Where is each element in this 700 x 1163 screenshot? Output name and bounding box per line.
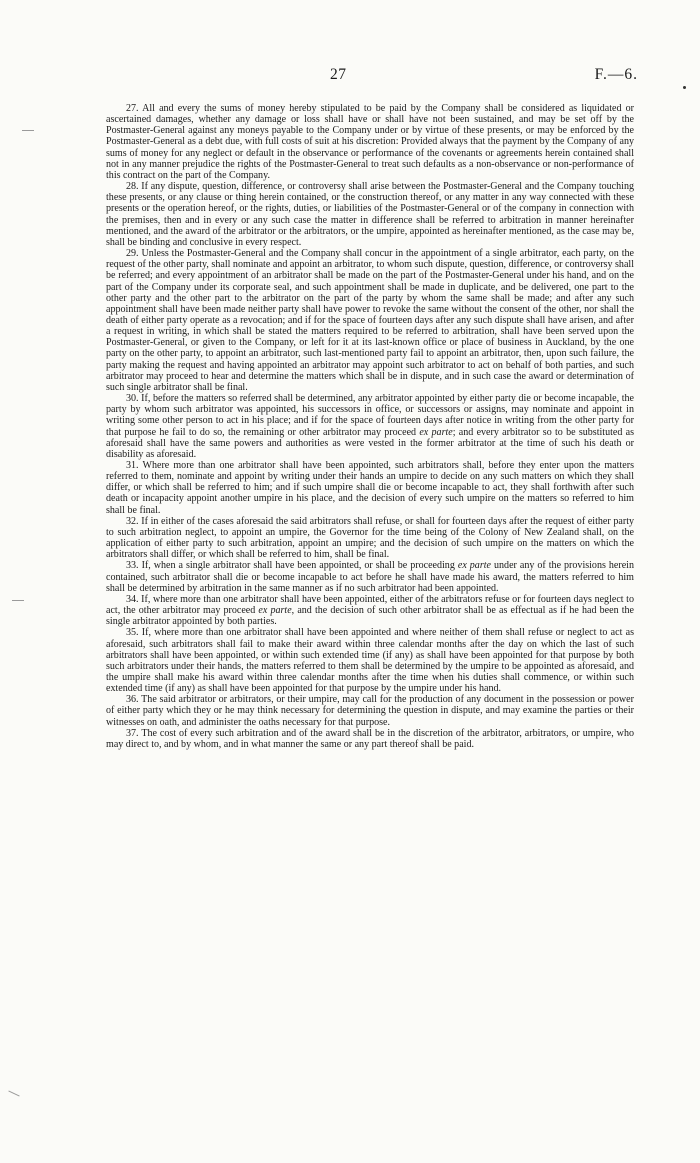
- paragraph-text: If, where more than one arbitrator shall have been appointed and where neither of them shall refuse or neglect to act as aforesaid, such arbitrators shall fail to make their award within three calendar months after the day on which the last of such arbitrators shall have been appointed, or within such extended time (if any) as shall have been appointed for that purpose by both such arbitrators under their hands, the matters referred to them shall be determined by the umpire to be appointed as aforesaid, and the umpire shall make his award within three calendar months after the time when his duties shall commence, or within such extended time (if any) as shall have been appointed for that purpose by the umpire under his hand.: [106, 627, 634, 695]
- ink-dot: [683, 86, 686, 89]
- paragraph-text: If, before the matters so referred shall be determined, any arbitrator appointed by either party die or become incapable, the party by whom such arbitrator was appointed, his successors in office, or successors or assigns, may nominate and appoint in writing some other person to act in his place; and if for the space of fourteen days after notice in writing from the other party for that purpose he fail to do so, the remaining or other arbitrator may proceed ex parte; and every arbitrator so to be substituted as aforesaid shall have the same powers and authorities as were vested in the former arbitrator at the time of such his death or disability as aforesaid.: [106, 393, 635, 460]
- paragraph-text: The cost of every such arbitration and of the award shall be in the discretion of the arbitrator, arbitrators, or umpire, who may direct to, and by whom, and in what manner the same or any part thereof shall be paid.: [106, 727, 634, 750]
- paragraph-29: [106, 248, 634, 393]
- paragraph-number: 28.: [126, 181, 139, 193]
- paragraph-27: [106, 103, 634, 181]
- paragraph-32: [106, 516, 634, 561]
- margin-mark: [12, 600, 24, 601]
- page-number: 27: [330, 66, 347, 83]
- document-reference: F.—6.: [594, 66, 638, 83]
- paragraph-text: Unless the Postmaster-General and the Company shall concur in the appointment of a single arbitrator, each party, on the request of the other party, shall nominate and appoint an arbitrator, to whom such dispute, question, difference, or controversy shall be referred; and every appointment of an arbitrator shall be made on the part of the Postmaster-General under his hand, and on the part of the Company under its corporate seal, and such appointment shall be made in duplicate, and be delivered, one part to the other party and the other part to the arbitrator on the part of the party by whom the same shall be made; and after any such appointment shall have been made neither party shall have power to revoke the same without the consent of the other, nor shall the death of either party operate as a revocation; and if for the space of fourteen days after any such dispute shall have arisen, and after a request in writing, in which shall be stated the matters required to be referred to arbitration, shall have been served upon the Postmaster-General, or given to the Company, or left for it at its last-known office or place of business in Auckland, by the one party on the other party, to appoint an arbitrator, such last-mentioned party fail to appoint an arbitrator, then, upon such failure, the party making the request and having appointed an arbitrator may appoint such arbitrator to act on behalf of both parties, and such arbitrator may proceed to hear and determine the matters which shall be in dispute, and in such case the award or determination of such single arbitrator shall be final.: [106, 248, 634, 393]
- paragraph-34: [106, 594, 634, 627]
- paragraph-28: [106, 181, 634, 248]
- paragraph-number: 31.: [126, 460, 139, 471]
- paragraph-30: [106, 393, 634, 460]
- latin-phrase: ex parte: [457, 560, 491, 572]
- paragraph-text: If, when a single arbitrator shall have been appointed, or shall be proceeding ex parte under any of the provisions herein contained, such arbitrator shall die or become incapable to act before he shall have made his award, the matters referred to him shall be determined by arbitration in the same manner as if no such arbitrator had been appointed.: [106, 560, 634, 594]
- document-body: [106, 103, 634, 750]
- paragraph-35: [106, 627, 634, 694]
- paragraph-number: 33.: [126, 560, 139, 572]
- paragraph-36: [106, 694, 634, 727]
- paragraph-number: 35.: [126, 627, 139, 639]
- paragraph-number: 37.: [126, 727, 139, 739]
- paragraph-31: [106, 460, 634, 516]
- paragraph-33: [106, 560, 634, 593]
- paragraph-number: 32.: [126, 515, 139, 527]
- paragraph-text: The said arbitrator or arbitrators, or their umpire, may call for the production of any document in the possession or power of either party which they or he may think necessary for determining the question in dispute, and may examine the parties or their witnesses on oath, and administer the oaths necessary for that purpose.: [106, 694, 634, 728]
- paragraph-number: 34.: [126, 593, 139, 605]
- paragraph-number: 29.: [126, 248, 139, 260]
- paragraph-text: If in either of the cases aforesaid the said arbitrators shall refuse, or shall for fourteen days after the request of either party to such arbitration neglect, to appoint an umpire, the Governor for the time being of the Colony of New Zealand shall, on the application of either party to such arbitration, appoint an umpire; and the decision of such umpire on the matters on which the arbitrators shall differ, or which shall be referred to him, shall be final.: [106, 515, 635, 561]
- paragraph-number: 27.: [126, 103, 139, 114]
- paragraph-number: 30.: [126, 393, 139, 405]
- margin-mark: [8, 1091, 19, 1097]
- page-header: [0, 66, 700, 86]
- paragraph-37: [106, 728, 634, 750]
- paragraph-text: All and every the sums of money hereby stipulated to be paid by the Company shall be considered as liquidated or ascertained damages, whether any damage or loss shall have or shall have not been sustained, and may be set off by the Postmaster-General against any moneys payable to the Company under or by virtue of these presents, or may be enforced by the Postmaster-General as a debt due, with full costs of suit at his discretion: Provided always that the payment by the Company of any sums of money for any neglect or default in the observance or performance of the covenants or agreements herein contained shall not in any manner prejudice the rights of the Postmaster-General to treat such defaults as a non-observance or non-performance of this contract on the part of the Company.: [106, 103, 634, 181]
- paragraph-text: If any dispute, question, difference, or controversy shall arise between the Postmaster-General and the Company touching these presents, or any clause or thing herein contained, or the construction thereof, or any matter in any way connected with these presents or the operation hereof, or the rights, duties, or liabilities of the Postmaster-General or of the company in connection with the premises, then and in every or any such case the matter in difference shall be referred to arbitration in manner hereinafter mentioned, and the award of the arbitrator or the arbitrators, or the umpire, appointed as hereinafter mentioned, as the case may be, shall be binding and conclusive in every respect.: [106, 181, 635, 248]
- margin-mark: [22, 130, 34, 131]
- paragraph-text: If, where more than one arbitrator shall have been appointed, either of the arbitrators refuse or for fourteen days neglect to act, the other arbitrator may proceed ex parte, and the decision of such other arbitrator shall be as effectual as if he had been the single arbitrator appointed by both parties.: [106, 593, 635, 628]
- paragraph-number: 36.: [126, 694, 139, 706]
- paragraph-text: Where more than one arbitrator shall have been appointed, such arbitrators shall, before they enter upon the matters referred to them, nominate and appoint by writing under their hands an umpire to decide on any such matters on which they shall differ, or which shall be referred to him; and if such umpire shall die or become incapable to act, they shall forthwith after such death or incapacity appoint another umpire in his place, and the decision of every such umpire on the matters so referred to him shall be final.: [106, 460, 634, 516]
- latin-phrase: ex parte: [419, 426, 453, 438]
- latin-phrase: ex parte: [258, 605, 292, 617]
